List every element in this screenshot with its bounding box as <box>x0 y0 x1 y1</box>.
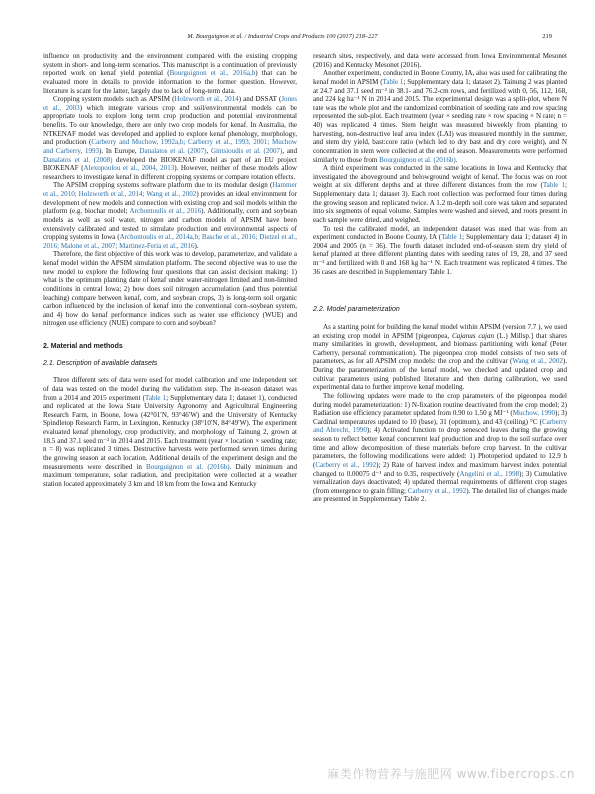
paragraph-second-experiment: Another experiment, conducted in Boone County, IA, also was used for calibrating the kenaf model in APSIM (Table 1; Supplementary data 1; dataset 2). Tainung 2 was planted at 24.7 and 37.1 seed m⁻² in 38.1- and 76.2-cm rows, and fertilized with 0, 56, 112, 168, and 224 kg ha⁻¹ N in 2014 and 2015. The experimental design was a split-plot, where N rate was the whole plot and the randomized combination of seeding rate and row spacing represented the sub-plot. Each treatment (year × seeding rate × row spacing × N rate; n = 40) was replicated 4 times. Stem height was measured biweekly from planting to harvesting, non-destructive leaf area index (LAI) was measured monthly in the summer, and stem dry yield, bast:core ratio (which led to dry bast and dry core weight), and N concentration in stem were collected at the end of season. Measurements were performed similarly to those from Bourguignon et al. (2016b). <box>313 69 567 164</box>
table-link[interactable]: Table 1 <box>145 393 167 402</box>
table-link[interactable]: Table 1 <box>542 181 566 190</box>
left-column <box>43 52 297 488</box>
citation-link[interactable]: Muchow, 1990 <box>512 409 556 418</box>
citation-link[interactable]: Gintsioudis et al. (2007) <box>210 146 283 155</box>
citation-link[interactable]: Archontoulis et al., 2014a,b; Basche et al., 2016; Dietzel et al., 2016; Malone et al., 2007; Martinez-Feria et al., 2016 <box>43 233 297 250</box>
citation-link[interactable]: Alexopoulou et al., 2004, 2013 <box>83 164 175 173</box>
citation-link[interactable]: Bourguignon et al. (2016b) <box>379 155 456 164</box>
paragraph-datasets: Three different sets of data were used for model calibration and one independent set of data was tested on the model during the validation step. The in-season dataset was from a 2014 and 2015 experiment (Table 1; Supplementary data 1; dataset 1), conducted and replicated at the Iowa State University Agronomy and Agricultural Engineering Research Farm, in Boone, Iowa (42°01′N, 93°46′W) and the University of Kentucky Spindletop Research Farm, in Lexington, Kentucky (38°10′N, 84°49′W). The experiment evaluated kenaf phenology, crop productivity, and morphology of Tainung 2, grown at 18.5 and 37.1 seed m⁻² in 2014 and 2015. Each treatment (year × location × seeding rate; n = 8) was replicated 3 times. Destructive harvests were performed seven times during the growing season at each location. Additional details of the experiment design and the measurements were described in Bourguignon et al. (2016b). Daily minimum and maximum temperature, solar radiation, and precipitation were collected at a weather station located approximately 3 km and 18 km from the Iowa and Kentucky <box>43 376 297 488</box>
paragraph-crop-models: Cropping system models such as APSIM (Holzworth et al., 2014) and DSSAT (Jones et al., 2003) which integrate various crop and soil/environmental models can be appropriate tools to explore long term crop production and potential environmental benefits. To our knowledge, there are only two crop models for kenaf. In Australia, the NTKENAF model was developed and applied to explore kenaf phenology, morphology, and production (Carberry and Muchow, 1992a,b; Carberry et al., 1993, 2001; Muchow and Carberry, 1993). In Europe, Danalatos et al. (2007), Gintsioudis et al. (2007), and Danalatos et al. (2008) developed the BIOKENAF model as part of an EU project BIOKENAF (Alexopoulou et al., 2004, 2013). However, neither of these models allow researchers to investigate kenaf in different cropping systems or compare rotation effects. <box>43 95 298 181</box>
page-number: 219 <box>542 33 552 40</box>
paragraph-third-experiment: A third experiment was conducted in the same locations in Iowa and Kentucky that investigated the aboveground and belowground weight of kenaf. The focus was on root weight at six different depths and at three different distances from the row (Table 1; Supplementary data 1; dataset 3). Each root collection was performed four times during the growing season and replicated twice. A 1.2 m-depth soil core was taken and separated into six segments of equal volume. Samples were washed and sieved, and roots present in each sample were dried, and weighed. <box>313 164 567 224</box>
journal-running-title: M. Bourguignon et al. / Industrial Crops and Products 100 (2017) 218–227 <box>187 33 378 40</box>
citation-link[interactable]: Carberry and Abrecht, 1990 <box>313 417 567 435</box>
paragraph-apsim-platform: The APSIM cropping systems software platform due to its modular design (Hammer et al., 2010; Holzworth et al., 2014; Wang et al., 2002) provides an ideal environment for development of new models and connection with existing crop and soil models within the platform (e.g. biochar model; Archontoulis et al., 2016). Additionally, corn and soybean models as well as soil water, nitrogen and carbon models of APSIM have been extensively calibrated and tested to simulate production and environmental aspects of cropping systems in Iowa (Archontoulis et al., 2014a,b; Basche et al., 2016; Dietzel et al., 2016; Malone et al., 2007; Martinez-Feria et al., 2016). <box>43 181 298 250</box>
citation-link[interactable]: Carberry et al., 1992 <box>315 460 377 469</box>
right-column <box>313 52 567 504</box>
paragraph-updates: The following updates were made to the crop parameters of the pigeonpea model during model parameterization: 1) N-fixation routine deactivated from the crop model; 2) Radiation use efficiency parameter updated from 0.90 to 1.50 g MJ⁻¹ (Muchow, 1990); 3) Cardinal temperatures updated to 10 (base), 31 (optimum), and 43 (ceiling) °C (Carberry and Abrecht, 1990); 4) Activated function to drop senesced leaves during the growing season to reflect better kenaf concurrent leaf production and drop to the soil surface over time and allow decomposition of these materials before crop harvest. In the cultivar parameters, the following modifications were added: 1) Photoperiod updated to 12.9 h (Carberry et al., 1992); 2) Rate of harvest index and maximum harvest index potential changed to 0.00075 d⁻¹ and to 0.35, respectively (Angelini et al., 1998); 3) Cumulative vernalization days deactivated; 4) updated thermal requirements of different crop stages (from emergence to grain filling; Carberry et al., 1992). The detailed list of changes made are presented in Supplementary Table 2. <box>313 391 567 504</box>
citation-link[interactable]: Jones et al., 2003 <box>43 95 297 112</box>
subsection-heading: 2.1. Description of available datasets <box>43 359 158 367</box>
table-link[interactable]: Table 1 <box>382 77 404 86</box>
species-name: Cajanus cajan <box>451 331 495 340</box>
citation-link[interactable]: Bourguignon et al. (2016b) <box>145 462 230 471</box>
citation-link[interactable]: Danalatos et al. (2007) <box>139 146 207 155</box>
citation-link[interactable]: Archontoulis et al., 2016 <box>129 207 202 216</box>
site-watermark: 麻类作物营养与施肥网 www.fibercrops.cn <box>327 767 575 781</box>
section-heading: 2. Material and methods <box>43 343 123 350</box>
paragraph-validation-dataset: To test the calibrated model, an independent dataset was used that was from an experiment conducted in Boone County, IA (Table 1; Supplementary data 1; dataset 4) in 2004 and 2005 (n = 36). The fourth dataset included end-of-season stem dry yield of kenaf planted at three different planting dates with seeding rates of 19, 28, and 37 seed m⁻² and fertilized with 0 and 168 kg ha⁻¹ N. Each treatment was replicated 4 times. The 36 cases are described in Supplementary Table 1. <box>313 224 567 276</box>
citation-link[interactable]: Holzworth et al., 2014 <box>174 95 239 104</box>
citation-link[interactable]: Wang et al., 2002 <box>512 357 563 366</box>
citation-link[interactable]: Danalatos et al. (2008) <box>43 155 113 164</box>
table-link[interactable]: Table 1 <box>441 233 463 242</box>
citation-link[interactable]: Carberry et al., 1992 <box>407 486 467 495</box>
citation-link[interactable]: Bourguignon et al., 2016a,b <box>169 69 256 78</box>
paragraph-datasets-continued: research sites, respectively, and data were accessed from Iowa Environmental Mesonet (2016) and Kentucky Mesonet (2016). <box>313 52 567 69</box>
paragraph-objectives: Therefore, the first objective of this work was to develop, parameterize, and validate a kenaf model within the APSIM simulation platform. The second objective was to use the new model to explore the following four questions that can assist decision making: 1) what is the optimum planting date of kenaf under water-nitrogen limited and non-limited conditions in central Iowa; 2) how does soil nitrogen accumulation (and thus potential leaching) compare between kenaf, corn, and soybean crops, 3) is long-term soil organic carbon influenced by the inclusion of kenaf into the conventional corn–soybean system, and 4) how do kenaf performance indices such as water use efficiency (WUE) and nitrogen use efficiency (NUE) compare to corn and soybean? <box>43 250 297 328</box>
citation-link[interactable]: Carberry and Muchow, 1992a,b; Carberry et al., 1993, 2001; Muchow and Carberry, 1993 <box>43 138 298 155</box>
paragraph-parameterization: As a starting point for building the kenaf model within APSIM (version 7.7 ), we used an existing crop model in APSIM [pigeonpea, Cajanus cajan (L.) Millsp.] that shares many similarities in growth, development, and biomass partitioning with kenaf (Peter Carberry, personal communication). The pigeonpea crop model consists of two sets of parameters, as for all APSIM crop models: the crop and the cultivar (Wang et al., 2002). During the parameterization of the kenaf model, we checked and updated crop and cultivar parameters using published literature and then during calibration, we used experimental data to further improve kenaf modeling. <box>313 322 568 392</box>
citation-link[interactable]: Angelini et al., 1998 <box>459 469 520 478</box>
running-header <box>43 33 552 45</box>
citation-link[interactable]: Hammer et al., 2010; Holzworth et al., 2014; Wang et al., 2002 <box>43 181 297 198</box>
subsection-heading: 2.2. Model parameterization <box>313 306 400 314</box>
paragraph-intro-continued: influence on productivity and the environment compared with the existing cropping system in short- and long-term scenarios. This manuscript is a continuation of previously reported work on kenaf yield potential (Bourguignon et al., 2016a,b) that can be evaluated more in details to provide information to the former question. However, literature is scant for the latter, largely due to lack of long-term data. <box>43 52 297 95</box>
